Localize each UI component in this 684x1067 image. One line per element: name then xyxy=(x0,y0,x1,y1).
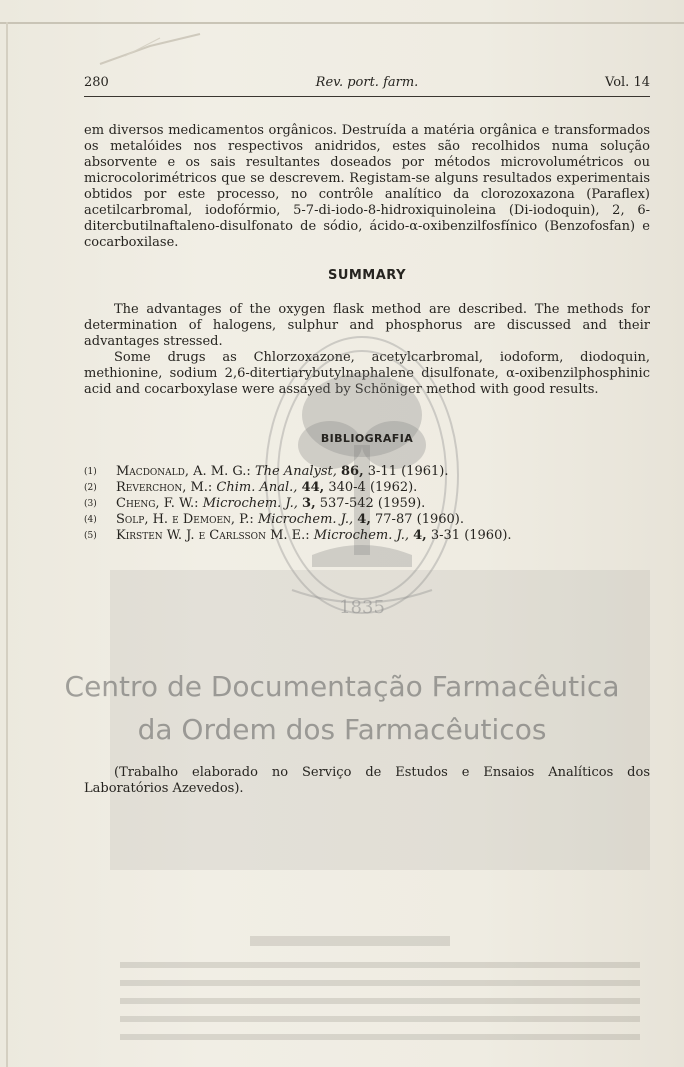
reference-volume: 86, xyxy=(341,464,364,479)
reference-number: ( 1 ) xyxy=(84,464,97,480)
reference-author: Reverchon, M.: xyxy=(116,480,213,495)
bibliography-heading: BIBLIOGRAFIA xyxy=(320,432,414,445)
reference-item xyxy=(84,512,650,528)
reference-author: Solp, H. e Demoen, P.: xyxy=(116,512,254,527)
reference-source: Microchem. J., xyxy=(202,496,298,511)
reference-source: Chim. Anal., xyxy=(216,480,298,495)
abstract-portuguese: em diversos medicamentos orgânicos. Destruída a matéria orgânica e transformados os metalóides nos respectivos anidridos, estes são recolhidos numa solução absorvente e os sais resultantes doseados por métodos microvolumétricos ou microcolorimétricos que se descrevem. Registam-se alguns resultados experimentais obtidos por este processo, no contrôle analítico da clorozoxazona (Paraflex) acetilcarbromal, iodofórmio, 5-7-di-iodo-8-hidroxiquinoleina (Di-iodoquin), 2, 6-ditercbutilnaftaleno-disulfonato de sódio, ácido-α-oxibenzilfosfínico (Benzofosfan) e cocarboxilase. xyxy=(84,123,650,250)
page-edge-left xyxy=(6,22,8,1067)
reference-volume: 3, xyxy=(302,496,316,511)
summary-paragraph-2: Some drugs as Chlorzoxazone, acetylcarbromal, iodoform, diodoquin, methionine, sodium 2,6-ditertiarybutylnaphalene disulfonate, α-oxibenzilphosphinic acid and cocarboxylase were assayed by Schöniger method with good results. xyxy=(84,350,650,397)
header-rule xyxy=(84,96,650,97)
reference-volume: 4, xyxy=(357,512,371,527)
seal-year: 1835 xyxy=(339,597,385,618)
reference-item xyxy=(84,464,650,480)
reference-item xyxy=(84,528,650,544)
reference-number: ( 2 ) xyxy=(84,480,97,496)
journal-title: Rev. port. farm. xyxy=(315,75,419,90)
reference-item xyxy=(84,480,650,496)
reference-volume: 44, xyxy=(301,480,325,495)
reference-author: Macdonald, A. M. G.: xyxy=(116,464,251,479)
summary-paragraph-1: The advantages of the oxygen flask method are described. The methods for determination of halogens, sulphur and phosphorus are discussed and their advantages stressed. xyxy=(84,302,650,349)
reference-number: ( 3 ) xyxy=(84,496,97,512)
watermark-line-1: Centro de Documentação Farmacêutica xyxy=(64,670,620,703)
reference-item xyxy=(84,496,650,512)
reference-number: ( 5 ) xyxy=(84,528,97,544)
reference-source: Microchem. J., xyxy=(257,512,354,527)
reference-pages: 3-31 (1960). xyxy=(430,528,512,543)
running-header xyxy=(84,75,650,93)
page-edge-top xyxy=(0,22,684,24)
footnote-paragraph: (Trabalho elaborado no Serviço de Estudos e Ensaios Analíticos dos Laboratórios Azevedos). xyxy=(84,765,650,796)
reference-volume: 4, xyxy=(413,528,427,543)
summary-heading: SUMMARY xyxy=(327,268,407,283)
reference-source: Microchem. J., xyxy=(313,528,409,543)
reference-number: ( 4 ) xyxy=(84,512,97,528)
reference-pages: 537-542 (1959). xyxy=(319,496,426,511)
reference-source: The Analyst, xyxy=(254,464,337,479)
page-number: 280 xyxy=(84,75,109,90)
volume-number: Vol. 14 xyxy=(605,75,650,90)
reference-pages: 77-87 (1960). xyxy=(375,512,464,527)
reference-author: Kirsten W. J. e Carlsson M. E.: xyxy=(116,528,310,543)
watermark-line-2: da Ordem dos Farmacêuticos xyxy=(137,713,547,746)
reference-list xyxy=(84,464,650,544)
reference-pages: 3-11 (1961). xyxy=(367,464,449,479)
reference-author: Cheng, F. W.: xyxy=(116,496,199,511)
reference-pages: 340-4 (1962). xyxy=(328,480,418,495)
